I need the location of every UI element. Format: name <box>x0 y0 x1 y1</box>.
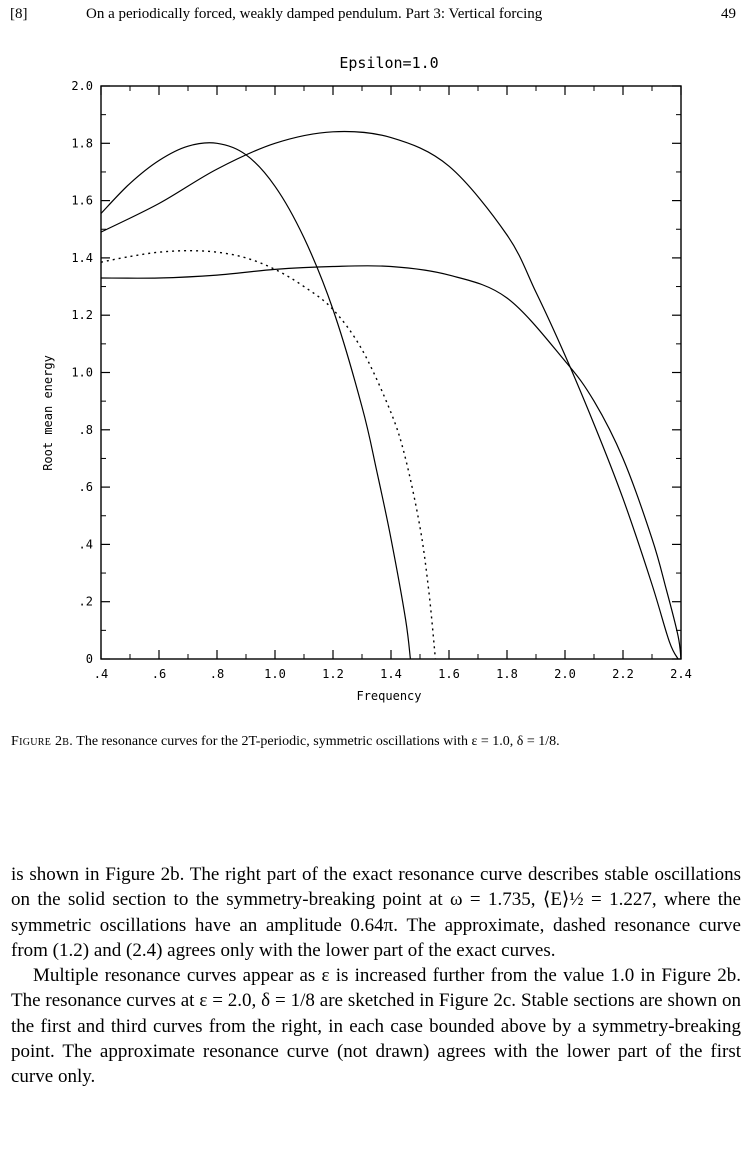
series-line-1 <box>101 143 410 659</box>
section-number: [8] <box>10 6 28 22</box>
series-line-2 <box>101 131 678 659</box>
y-tick-label: 1.8 <box>71 136 93 151</box>
chart-axes <box>71 79 692 681</box>
y-tick-label: 0 <box>85 652 93 666</box>
y-tick-label: .4 <box>78 537 93 552</box>
x-tick-label: 2.2 <box>612 667 634 681</box>
paragraph-1: is shown in Figure 2b. The right part of the exact resonance curve describes stable oscillations on the solid section to the symmetry-breaking point at ω = 1.735, ⟨E⟩½ = 1.227, where the symmetric oscillations have an amplitude 0.64π. The approximate, dashed resonance curve from (1.2) and (2.4) agrees only with the lower part of the exact curves. <box>11 864 741 961</box>
chart-title: Epsilon=1.0 <box>339 54 439 72</box>
x-tick-label: 1.4 <box>380 667 402 681</box>
running-head <box>0 4 750 26</box>
x-tick-label: 1.6 <box>438 667 460 681</box>
series-line-4 <box>101 251 435 659</box>
paragraph-2: Multiple resonance curves appear as ε is increased further from the value 1.0 in Figure 2b. The resonance curves at ε = 2.0, δ = 1/8 are sketched in Figure 2c. Stable sections are shown on the first and third curves from the right, in each case bounded above by a symmetry-breaking point. The approximate resonance curve (not drawn) agrees with the lower part of the first curve only. <box>11 965 741 1088</box>
x-tick-label: .8 <box>209 667 225 681</box>
figure-caption <box>11 732 739 751</box>
series-line-3 <box>101 266 681 659</box>
y-tick-label: .6 <box>78 480 93 495</box>
y-tick-label: .2 <box>78 594 93 609</box>
x-tick-label: 1.0 <box>264 667 286 681</box>
y-tick-label: 1.2 <box>71 308 93 323</box>
y-tick-label: 1.0 <box>71 365 93 380</box>
x-tick-label: 1.8 <box>496 667 518 681</box>
x-tick-label: 2.4 <box>670 667 692 681</box>
y-tick-label: .8 <box>78 422 93 437</box>
y-tick-label: 2.0 <box>71 79 93 93</box>
x-tick-label: .6 <box>151 667 167 681</box>
chart-series <box>101 131 681 659</box>
caption-label: Figure 2b. <box>11 734 74 749</box>
caption-text: The resonance curves for the 2T-periodic, symmetric oscillations with ε = 1.0, δ = 1/8. <box>76 734 560 749</box>
plot-frame <box>101 86 681 659</box>
y-tick-label: 1.6 <box>71 193 93 208</box>
x-tick-label: .4 <box>93 667 109 681</box>
x-axis-label: Frequency <box>356 689 422 703</box>
running-title: On a periodically forced, weakly damped pendulum. Part 3: Vertical forcing <box>86 6 543 22</box>
y-axis-label: Root mean energy <box>41 355 55 471</box>
x-tick-label: 1.2 <box>322 667 344 681</box>
resonance-chart <box>0 40 750 720</box>
page-number: 49 <box>721 6 736 22</box>
body-text <box>11 862 741 1090</box>
x-tick-label: 2.0 <box>554 667 576 681</box>
y-tick-label: 1.4 <box>71 250 93 265</box>
